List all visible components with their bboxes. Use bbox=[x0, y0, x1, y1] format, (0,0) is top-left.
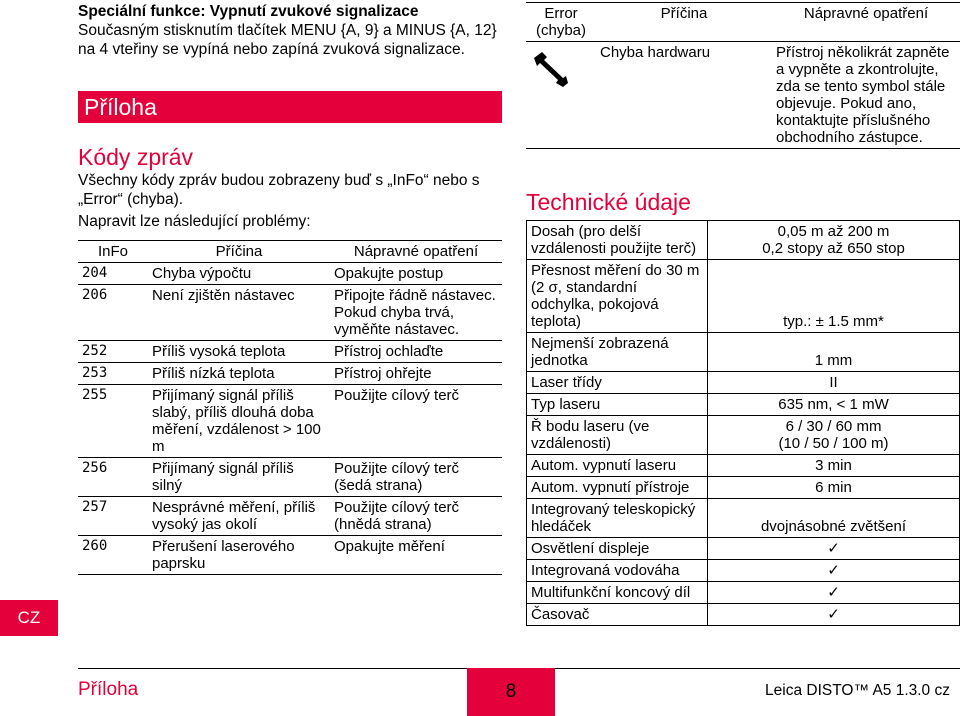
code-cell: 252 bbox=[82, 343, 108, 359]
tech-label-cell: Ř bodu laseru (ve vzdálenosti) bbox=[527, 416, 708, 455]
table-row bbox=[527, 455, 960, 477]
special-function-text: Současným stisknutím tlačítek MENU {A, 9} a MINUS {A, 12} na 4 vteřiny se vypíná nebo zapíná zvuková signalizace. bbox=[78, 22, 497, 58]
cause-cell: Chyba výpočtu bbox=[152, 265, 252, 282]
table-row bbox=[527, 560, 960, 582]
tech-value-cell: 6 / 30 / 60 mm (10 / 50 / 100 m) bbox=[708, 416, 960, 455]
table-row bbox=[78, 458, 502, 497]
cause-cell: Není zjištěn nástavec bbox=[152, 287, 295, 304]
fix-cell: Použijte cílový terč (šedá strana) bbox=[334, 460, 460, 494]
fix-cell: Opakujte měření bbox=[334, 538, 445, 555]
code-cell: 256 bbox=[82, 460, 108, 476]
cause-cell: Přerušení laserového paprsku bbox=[152, 538, 295, 572]
tech-label-cell: Multifunkční koncový díl bbox=[527, 582, 708, 604]
messages-heading: Kódy zpráv bbox=[78, 144, 194, 170]
wrench-icon bbox=[530, 50, 570, 88]
cause-cell: Příliš vysoká teplota bbox=[152, 343, 286, 360]
table-row bbox=[78, 536, 502, 575]
table-row bbox=[527, 538, 960, 560]
tech-label-cell: Přesnost měření do 30 m (2 σ, standardní odchylka, pokojová teplota) bbox=[527, 260, 708, 333]
table-row bbox=[78, 497, 502, 536]
tech-value-cell: ✓ bbox=[708, 604, 960, 626]
info-codes-table bbox=[78, 240, 502, 575]
cause-cell: Příliš nízká teplota bbox=[152, 365, 275, 382]
tech-label-cell: Typ laseru bbox=[527, 394, 708, 416]
messages-intro: Všechny kódy zpráv budou zobrazeny buď s „InFo“ nebo s „Error“ (chyba). bbox=[78, 172, 480, 208]
tech-value-cell: typ.: ± 1.5 mm* bbox=[708, 260, 960, 333]
table-row bbox=[78, 363, 502, 385]
fix-cell: Přístroj ochlaďte bbox=[334, 343, 444, 360]
table-row bbox=[527, 372, 960, 394]
col-header-cause: Příčina bbox=[148, 241, 330, 263]
cause-cell: Chyba hardwaru bbox=[600, 44, 711, 61]
code-cell: 257 bbox=[82, 499, 108, 515]
tech-heading: Technické údaje bbox=[526, 189, 691, 215]
fix-cell: Přístroj několikrát zapněte a vypněte a zkontrolujte, zda se tento symbol stále objevuje. Pokud ano, kontaktujte příslušného obchodního zástupce. bbox=[776, 44, 950, 146]
tech-value-cell: ✓ bbox=[708, 538, 960, 560]
tech-label-cell: Autom. vypnutí laseru bbox=[527, 455, 708, 477]
fix-cell: Připojte řádně nástavec. Pokud chyba trvá, vyměňte nástavec. bbox=[334, 287, 496, 338]
table-row bbox=[78, 385, 502, 458]
table-row bbox=[527, 221, 960, 260]
cause-cell: Nesprávné měření, příliš vysoký jas okolí bbox=[152, 499, 316, 533]
cause-cell: Přijímaný signál příliš silný bbox=[152, 460, 294, 494]
code-cell: 206 bbox=[82, 287, 108, 303]
table-row bbox=[78, 285, 502, 341]
col-header-error: Error (chyba) bbox=[526, 3, 596, 42]
table-row bbox=[527, 260, 960, 333]
fix-cell: Přístroj ohřejte bbox=[334, 365, 432, 382]
tech-value-cell: II bbox=[708, 372, 960, 394]
table-row bbox=[527, 394, 960, 416]
col-header-info: InFo bbox=[78, 241, 148, 263]
tech-table bbox=[526, 220, 960, 626]
table-row bbox=[527, 604, 960, 626]
tech-value-cell: ✓ bbox=[708, 582, 960, 604]
tech-value-cell: 3 min bbox=[708, 455, 960, 477]
tech-label-cell: Nejmenší zobrazená jednotka bbox=[527, 333, 708, 372]
page-number: 8 bbox=[467, 668, 555, 716]
tech-label-cell: Integrovaný teleskopický hledáček bbox=[527, 499, 708, 538]
code-cell: 253 bbox=[82, 365, 108, 381]
tech-value-cell: ✓ bbox=[708, 560, 960, 582]
tech-value-cell: 635 nm, < 1 mW bbox=[708, 394, 960, 416]
fix-cell: Použijte cílový terč (hnědá strana) bbox=[334, 499, 460, 533]
tech-label-cell: Dosah (pro delší vzdálenosti použijte terč) bbox=[527, 221, 708, 260]
footer-product: Leica DISTO™ A5 1.3.0 cz bbox=[765, 682, 950, 699]
tech-label-cell: Autom. vypnutí přístroje bbox=[527, 477, 708, 499]
tech-value-cell: 6 min bbox=[708, 477, 960, 499]
table-row bbox=[78, 263, 502, 285]
table-row bbox=[527, 477, 960, 499]
tech-label-cell: Laser třídy bbox=[527, 372, 708, 394]
special-function-block bbox=[78, 2, 503, 59]
table-row bbox=[527, 582, 960, 604]
fix-cell: Použijte cílový terč bbox=[334, 387, 460, 404]
col-header-fix: Nápravné opatření bbox=[772, 3, 960, 42]
tech-label-cell: Časovač bbox=[527, 604, 708, 626]
tech-label-cell: Integrovaná vodováha bbox=[527, 560, 708, 582]
table-row bbox=[527, 416, 960, 455]
code-cell: 260 bbox=[82, 538, 108, 554]
col-header-fix: Nápravné opatření bbox=[330, 241, 502, 263]
table-row bbox=[526, 42, 960, 149]
table-row bbox=[527, 499, 960, 538]
fix-intro: Napravit lze následující problémy: bbox=[78, 213, 311, 230]
language-tab: CZ bbox=[0, 600, 58, 636]
tech-label-cell: Osvětlení displeje bbox=[527, 538, 708, 560]
footer-section: Příloha bbox=[78, 679, 139, 700]
table-row bbox=[527, 333, 960, 372]
table-row bbox=[78, 341, 502, 363]
error-table bbox=[526, 2, 960, 149]
code-cell: 204 bbox=[82, 265, 108, 281]
fix-cell: Opakujte postup bbox=[334, 265, 444, 282]
cause-cell: Přijímaný signál příliš slabý, příliš dlouhá doba měření, vzdálenost > 100 m bbox=[152, 387, 321, 455]
tech-value-cell: dvojnásobné zvětšení bbox=[708, 499, 960, 538]
appendix-heading: Příloha bbox=[78, 91, 502, 123]
col-header-cause: Příčina bbox=[596, 3, 772, 42]
tech-value-cell: 0,05 m až 200 m 0,2 stopy až 650 stop bbox=[708, 221, 960, 260]
code-cell: 255 bbox=[82, 387, 108, 403]
tech-value-cell: 1 mm bbox=[708, 333, 960, 372]
special-function-title: Speciální funkce: Vypnutí zvukové signalizace bbox=[78, 3, 419, 20]
